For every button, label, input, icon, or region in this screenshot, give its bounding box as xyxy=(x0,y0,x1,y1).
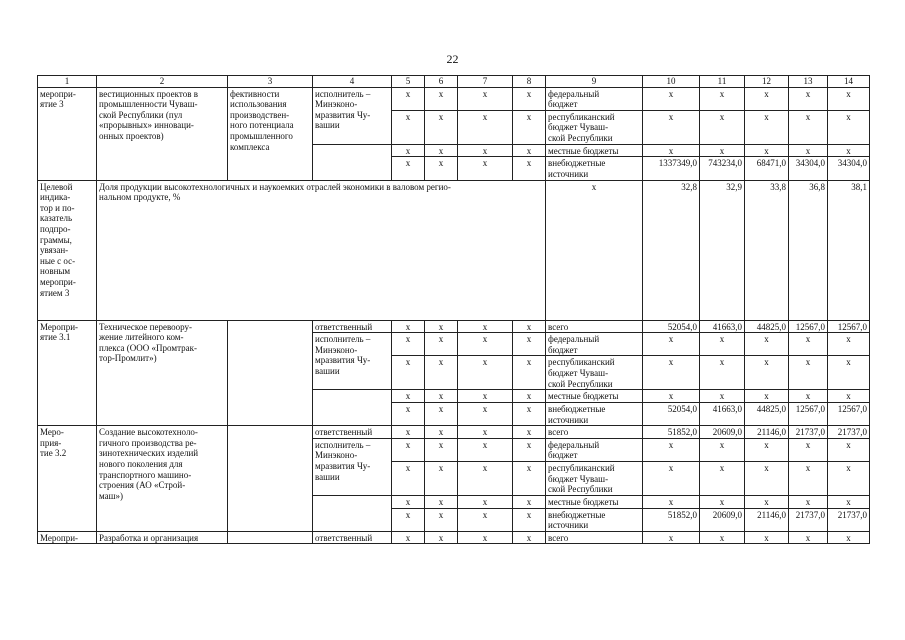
value-cell: x xyxy=(700,356,745,390)
code-cell: x xyxy=(458,508,513,531)
value-cell: 20609,0 xyxy=(700,426,745,439)
value-cell: x xyxy=(745,461,789,495)
code-cell: x xyxy=(458,426,513,439)
table-row xyxy=(38,426,870,439)
code-cell: x xyxy=(392,87,425,110)
code-cell: x xyxy=(425,438,458,461)
code-cell: x xyxy=(458,110,513,144)
executor-cell xyxy=(313,495,392,531)
activity-name-cell: меропри- ятие 3 xyxy=(38,87,97,180)
code-cell: x xyxy=(392,461,425,495)
code-cell: x xyxy=(513,356,546,390)
indicator-value-cell: 38,1 xyxy=(828,180,870,320)
code-cell: x xyxy=(458,356,513,390)
funding-source-cell: всего xyxy=(546,426,643,439)
executor-cell xyxy=(313,390,392,426)
indicator-text-cell: Доля продукции высокотехнологичных и наукоемких отраслей экономики в валовом регио- нальном продукте, % xyxy=(97,180,546,320)
value-cell: 44825,0 xyxy=(745,402,789,425)
code-cell: x xyxy=(392,320,425,333)
value-cell: x xyxy=(789,461,828,495)
activity-description-cell: Создание высокотехноло- гичного производства ре- зинотехнических изделий нового поколения для транспортного машино- строения (АО «Строй- маш») xyxy=(97,426,228,532)
value-cell: x xyxy=(789,356,828,390)
funding-source-cell: местные бюджеты xyxy=(546,495,643,508)
value-cell: 21737,0 xyxy=(828,508,870,531)
value-cell: 21146,0 xyxy=(745,426,789,439)
value-cell: x xyxy=(700,333,745,356)
goal-cell: фективности использования производствен- ного потенциала промышленного комплекса xyxy=(228,87,313,180)
value-cell: x xyxy=(828,461,870,495)
value-cell: x xyxy=(828,531,870,544)
code-cell: x xyxy=(392,333,425,356)
indicator-x-cell: x xyxy=(546,180,643,320)
code-cell: x xyxy=(392,356,425,390)
header-cell: 14 xyxy=(828,76,870,88)
header-cell: 10 xyxy=(643,76,700,88)
value-cell: 21737,0 xyxy=(789,426,828,439)
value-cell: x xyxy=(745,333,789,356)
value-cell: 34304,0 xyxy=(789,157,828,180)
code-cell: x xyxy=(392,495,425,508)
code-cell: x xyxy=(513,461,546,495)
value-cell: 41663,0 xyxy=(700,402,745,425)
value-cell: x xyxy=(828,495,870,508)
code-cell: x xyxy=(513,87,546,110)
header-cell: 6 xyxy=(425,76,458,88)
header-cell: 8 xyxy=(513,76,546,88)
funding-source-cell: республиканский бюджет Чуваш- ской Республики xyxy=(546,110,643,144)
code-cell: x xyxy=(458,531,513,544)
goal-cell xyxy=(228,531,313,544)
value-cell: x xyxy=(700,531,745,544)
value-cell: x xyxy=(643,333,700,356)
value-cell: x xyxy=(828,144,870,157)
activity-description-cell: Разработка и организация xyxy=(97,531,228,544)
code-cell: x xyxy=(458,333,513,356)
value-cell: x xyxy=(745,87,789,110)
funding-source-cell: внебюджетные источники xyxy=(546,157,643,180)
value-cell: 51852,0 xyxy=(643,508,700,531)
value-cell: 21737,0 xyxy=(789,508,828,531)
activity-description-cell: вестиционных проектов в промышленности Чуваш- ской Республики (пул «прорывных» инноваци- онных проектов) xyxy=(97,87,228,180)
executor-cell: исполнитель – Минэконо- мразвития Чу- вашии xyxy=(313,333,392,390)
value-cell: x xyxy=(789,333,828,356)
code-cell: x xyxy=(425,402,458,425)
code-cell: x xyxy=(392,157,425,180)
executor-cell: ответственный xyxy=(313,426,392,439)
table-row xyxy=(38,87,870,110)
goal-cell xyxy=(228,426,313,532)
code-cell: x xyxy=(425,461,458,495)
value-cell: 41663,0 xyxy=(700,320,745,333)
value-cell: x xyxy=(828,110,870,144)
funding-source-cell: внебюджетные источники xyxy=(546,402,643,425)
table-header-row xyxy=(38,76,870,88)
value-cell: x xyxy=(643,461,700,495)
value-cell: x xyxy=(745,356,789,390)
value-cell: x xyxy=(700,390,745,403)
code-cell: x xyxy=(425,531,458,544)
value-cell: 1337349,0 xyxy=(643,157,700,180)
code-cell: x xyxy=(513,495,546,508)
funding-source-cell: федеральный бюджет xyxy=(546,87,643,110)
code-cell: x xyxy=(425,426,458,439)
executor-cell: ответственный xyxy=(313,531,392,544)
code-cell: x xyxy=(513,110,546,144)
code-cell: x xyxy=(425,356,458,390)
table-row xyxy=(38,320,870,333)
executor-cell: исполнитель – Минэконо- мразвития Чу- вашии xyxy=(313,87,392,144)
value-cell: x xyxy=(828,390,870,403)
activity-name-cell: Меропри- xyxy=(38,531,97,544)
value-cell: x xyxy=(700,461,745,495)
value-cell: 52054,0 xyxy=(643,402,700,425)
value-cell: 68471,0 xyxy=(745,157,789,180)
funding-source-cell: всего xyxy=(546,320,643,333)
code-cell: x xyxy=(425,157,458,180)
value-cell: x xyxy=(700,110,745,144)
value-cell: x xyxy=(643,356,700,390)
code-cell: x xyxy=(425,390,458,403)
funding-source-cell: местные бюджеты xyxy=(546,390,643,403)
value-cell: x xyxy=(828,438,870,461)
code-cell: x xyxy=(513,531,546,544)
header-cell: 13 xyxy=(789,76,828,88)
indicator-label-cell: Целевой индика- тор и по- казатель подпро- граммы, увязан- ные с ос- новным меропри- ятием 3 xyxy=(38,180,97,320)
code-cell: x xyxy=(392,531,425,544)
code-cell: x xyxy=(513,157,546,180)
value-cell: 12567,0 xyxy=(828,402,870,425)
value-cell: x xyxy=(700,144,745,157)
value-cell: x xyxy=(643,144,700,157)
value-cell: 44825,0 xyxy=(745,320,789,333)
value-cell: 743234,0 xyxy=(700,157,745,180)
indicator-value-cell: 33,8 xyxy=(745,180,789,320)
indicator-value-cell: 32,8 xyxy=(643,180,700,320)
code-cell: x xyxy=(392,426,425,439)
code-cell: x xyxy=(458,495,513,508)
activity-name-cell: Меропри- ятие 3.1 xyxy=(38,320,97,426)
code-cell: x xyxy=(425,495,458,508)
header-cell: 12 xyxy=(745,76,789,88)
code-cell: x xyxy=(458,157,513,180)
code-cell: x xyxy=(513,438,546,461)
header-cell: 3 xyxy=(228,76,313,88)
code-cell: x xyxy=(392,402,425,425)
activity-name-cell: Меро- прия- тие 3.2 xyxy=(38,426,97,532)
code-cell: x xyxy=(458,320,513,333)
code-cell: x xyxy=(458,144,513,157)
value-cell: x xyxy=(745,110,789,144)
header-cell: 5 xyxy=(392,76,425,88)
code-cell: x xyxy=(392,508,425,531)
value-cell: x xyxy=(745,144,789,157)
value-cell: 12567,0 xyxy=(828,320,870,333)
code-cell: x xyxy=(513,402,546,425)
value-cell: x xyxy=(789,110,828,144)
value-cell: x xyxy=(828,333,870,356)
activity-description-cell: Техническое перевоору- жение литейного ком- плекса (ООО «Промтрак- тор-Промлит») xyxy=(97,320,228,426)
code-cell: x xyxy=(392,438,425,461)
code-cell: x xyxy=(425,144,458,157)
funding-source-cell: федеральный бюджет xyxy=(546,333,643,356)
value-cell: x xyxy=(700,438,745,461)
code-cell: x xyxy=(392,390,425,403)
executor-cell: ответственный xyxy=(313,320,392,333)
code-cell: x xyxy=(425,320,458,333)
header-cell: 4 xyxy=(313,76,392,88)
goal-cell xyxy=(228,320,313,426)
value-cell: x xyxy=(789,87,828,110)
value-cell: x xyxy=(828,87,870,110)
funding-source-cell: республиканский бюджет Чуваш- ской Республики xyxy=(546,356,643,390)
funding-source-cell: местные бюджеты xyxy=(546,144,643,157)
code-cell: x xyxy=(458,438,513,461)
value-cell: x xyxy=(745,438,789,461)
executor-cell xyxy=(313,144,392,180)
funding-source-cell: внебюджетные источники xyxy=(546,508,643,531)
value-cell: x xyxy=(700,87,745,110)
code-cell: x xyxy=(513,426,546,439)
code-cell: x xyxy=(425,87,458,110)
code-cell: x xyxy=(425,333,458,356)
code-cell: x xyxy=(458,402,513,425)
value-cell: x xyxy=(643,495,700,508)
value-cell: x xyxy=(745,390,789,403)
executor-cell: исполнитель – Минэконо- мразвития Чу- вашии xyxy=(313,438,392,495)
code-cell: x xyxy=(513,144,546,157)
value-cell: 34304,0 xyxy=(828,157,870,180)
header-cell: 9 xyxy=(546,76,643,88)
value-cell: x xyxy=(789,495,828,508)
value-cell: x xyxy=(643,110,700,144)
code-cell: x xyxy=(392,144,425,157)
value-cell: x xyxy=(745,495,789,508)
code-cell: x xyxy=(458,461,513,495)
value-cell: 20609,0 xyxy=(700,508,745,531)
value-cell: x xyxy=(643,531,700,544)
value-cell: x xyxy=(700,495,745,508)
value-cell: 52054,0 xyxy=(643,320,700,333)
value-cell: x xyxy=(828,356,870,390)
value-cell: 12567,0 xyxy=(789,402,828,425)
header-cell: 2 xyxy=(97,76,228,88)
code-cell: x xyxy=(513,320,546,333)
table-row xyxy=(38,531,870,544)
value-cell: x xyxy=(745,531,789,544)
code-cell: x xyxy=(513,333,546,356)
header-cell: 1 xyxy=(38,76,97,88)
code-cell: x xyxy=(425,508,458,531)
code-cell: x xyxy=(458,390,513,403)
value-cell: x xyxy=(643,87,700,110)
header-cell: 11 xyxy=(700,76,745,88)
page-number: 22 xyxy=(446,52,459,66)
code-cell: x xyxy=(425,110,458,144)
value-cell: 51852,0 xyxy=(643,426,700,439)
indicator-value-cell: 32,9 xyxy=(700,180,745,320)
code-cell: x xyxy=(458,87,513,110)
value-cell: 12567,0 xyxy=(789,320,828,333)
code-cell: x xyxy=(513,390,546,403)
value-cell: 21737,0 xyxy=(828,426,870,439)
value-cell: 21146,0 xyxy=(745,508,789,531)
funding-source-cell: федеральный бюджет xyxy=(546,438,643,461)
value-cell: x xyxy=(789,390,828,403)
code-cell: x xyxy=(513,508,546,531)
value-cell: x xyxy=(643,390,700,403)
indicator-value-cell: 36,8 xyxy=(789,180,828,320)
indicator-row xyxy=(38,180,870,320)
code-cell: x xyxy=(392,110,425,144)
value-cell: x xyxy=(643,438,700,461)
value-cell: x xyxy=(789,531,828,544)
funding-source-cell: республиканский бюджет Чуваш- ской Республики xyxy=(546,461,643,495)
program-table xyxy=(37,75,870,544)
value-cell: x xyxy=(789,144,828,157)
funding-source-cell: всего xyxy=(546,531,643,544)
header-cell: 7 xyxy=(458,76,513,88)
value-cell: x xyxy=(789,438,828,461)
